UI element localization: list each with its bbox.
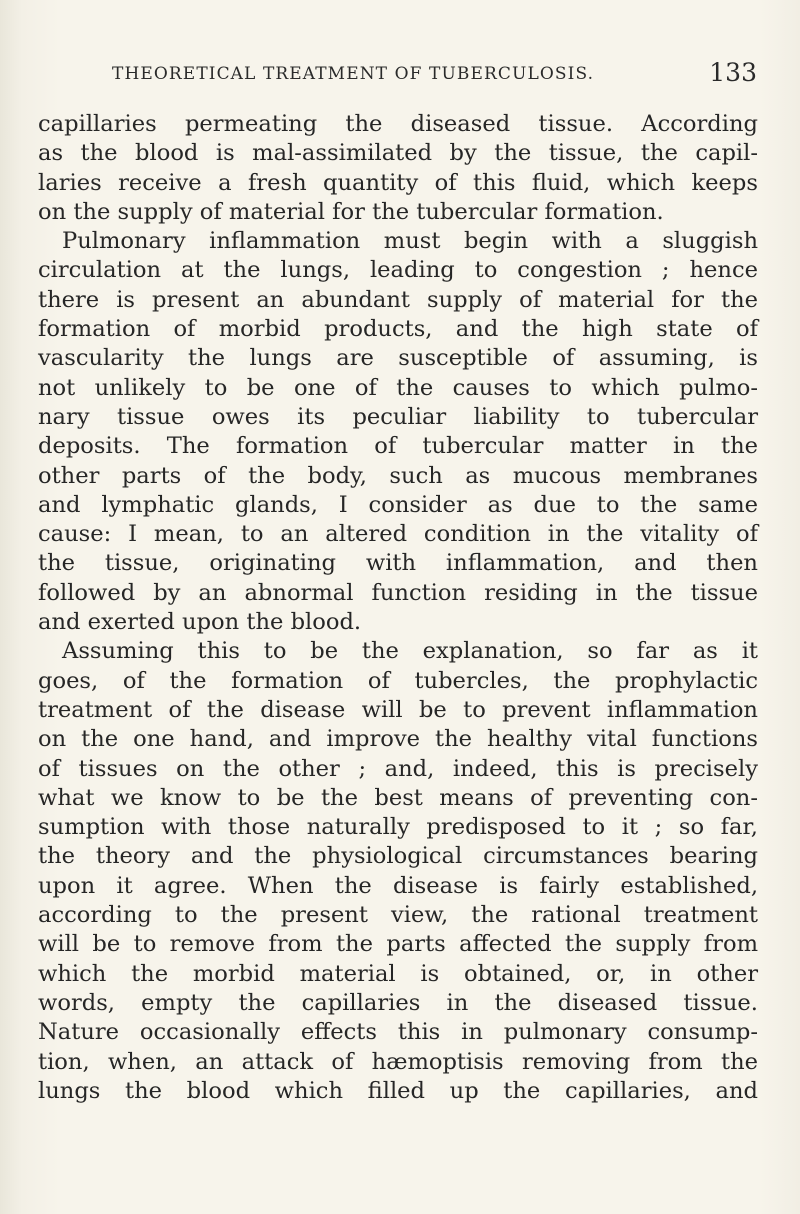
text-line: cause: I mean, to an altered condition in the vitality of — [38, 521, 758, 548]
text-line: circulation at the lungs, leading to congestion ; hence — [38, 257, 758, 284]
text-line: followed by an abnormal function residing in the tissue — [38, 579, 758, 606]
text-line: on the supply of material for the tubercular formation. — [38, 198, 664, 225]
text-line: there is present an abundant supply of material for the — [38, 286, 758, 313]
text-line: lungs the blood which filled up the capillaries, and — [38, 1077, 758, 1104]
text-line: on the one hand, and improve the healthy vital functions — [38, 726, 758, 753]
paragraph-pulmonary-inflammation — [38, 227, 758, 637]
text-line: laries receive a fresh quantity of this fluid, which keeps — [38, 169, 758, 196]
page-header — [112, 58, 757, 88]
text-line: as the blood is mal-assimilated by the tissue, the capil- — [38, 140, 758, 167]
text-line: the tissue, originating with inflammation, and then — [38, 550, 758, 577]
text-line: formation of morbid products, and the high state of — [38, 316, 758, 343]
text-line: nary tissue owes its peculiar liability to tubercular — [38, 403, 758, 430]
text-line: deposits. The formation of tubercular matter in the — [38, 433, 758, 460]
text-line: other parts of the body, such as mucous membranes — [38, 462, 758, 489]
text-line: words, empty the capillaries in the diseased tissue. — [38, 989, 758, 1016]
text-line: will be to remove from the parts affected the supply from — [38, 931, 758, 958]
text-line: sumption with those naturally predisposed to it ; so far, — [38, 814, 758, 841]
text-line: and exerted upon the blood. — [38, 609, 362, 636]
text-line: goes, of the formation of tubercles, the prophylactic — [38, 667, 758, 694]
page-number: 133 — [709, 58, 757, 87]
text-line: vascularity the lungs are susceptible of assuming, is — [38, 345, 758, 372]
text-line: not unlikely to be one of the causes to which pulmo- — [38, 374, 758, 401]
text-line: which the morbid material is obtained, or, in other — [38, 960, 758, 987]
text-line: what we know to be the best means of preventing con- — [38, 784, 758, 811]
paragraph-continuation — [38, 110, 758, 227]
text-line: the theory and the physiological circumstances bearing — [38, 843, 758, 870]
text-line: treatment of the disease will be to prevent inflammation — [38, 696, 758, 723]
text-line: and lymphatic glands, I consider as due to the same — [38, 491, 758, 518]
text-line: upon it agree. When the disease is fairly established, — [38, 872, 758, 899]
text-line: Pulmonary inflammation must begin with a sluggish — [62, 228, 758, 255]
text-line: capillaries permeating the diseased tissue. According — [38, 111, 758, 137]
text-line: according to the present view, the rational treatment — [38, 902, 758, 929]
text-line: of tissues on the other ; and, indeed, this is precisely — [38, 755, 758, 782]
paragraph-assuming-explanation — [38, 637, 758, 1106]
text-line: Nature occasionally effects this in pulmonary consump- — [38, 1019, 758, 1046]
body-text — [38, 110, 758, 1106]
text-line: tion, when, an attack of hæmoptisis removing from the — [38, 1048, 758, 1075]
running-head: THEORETICAL TREATMENT OF TUBERCULOSIS. — [112, 64, 595, 84]
text-line: Assuming this to be the explanation, so far as it — [62, 638, 758, 665]
